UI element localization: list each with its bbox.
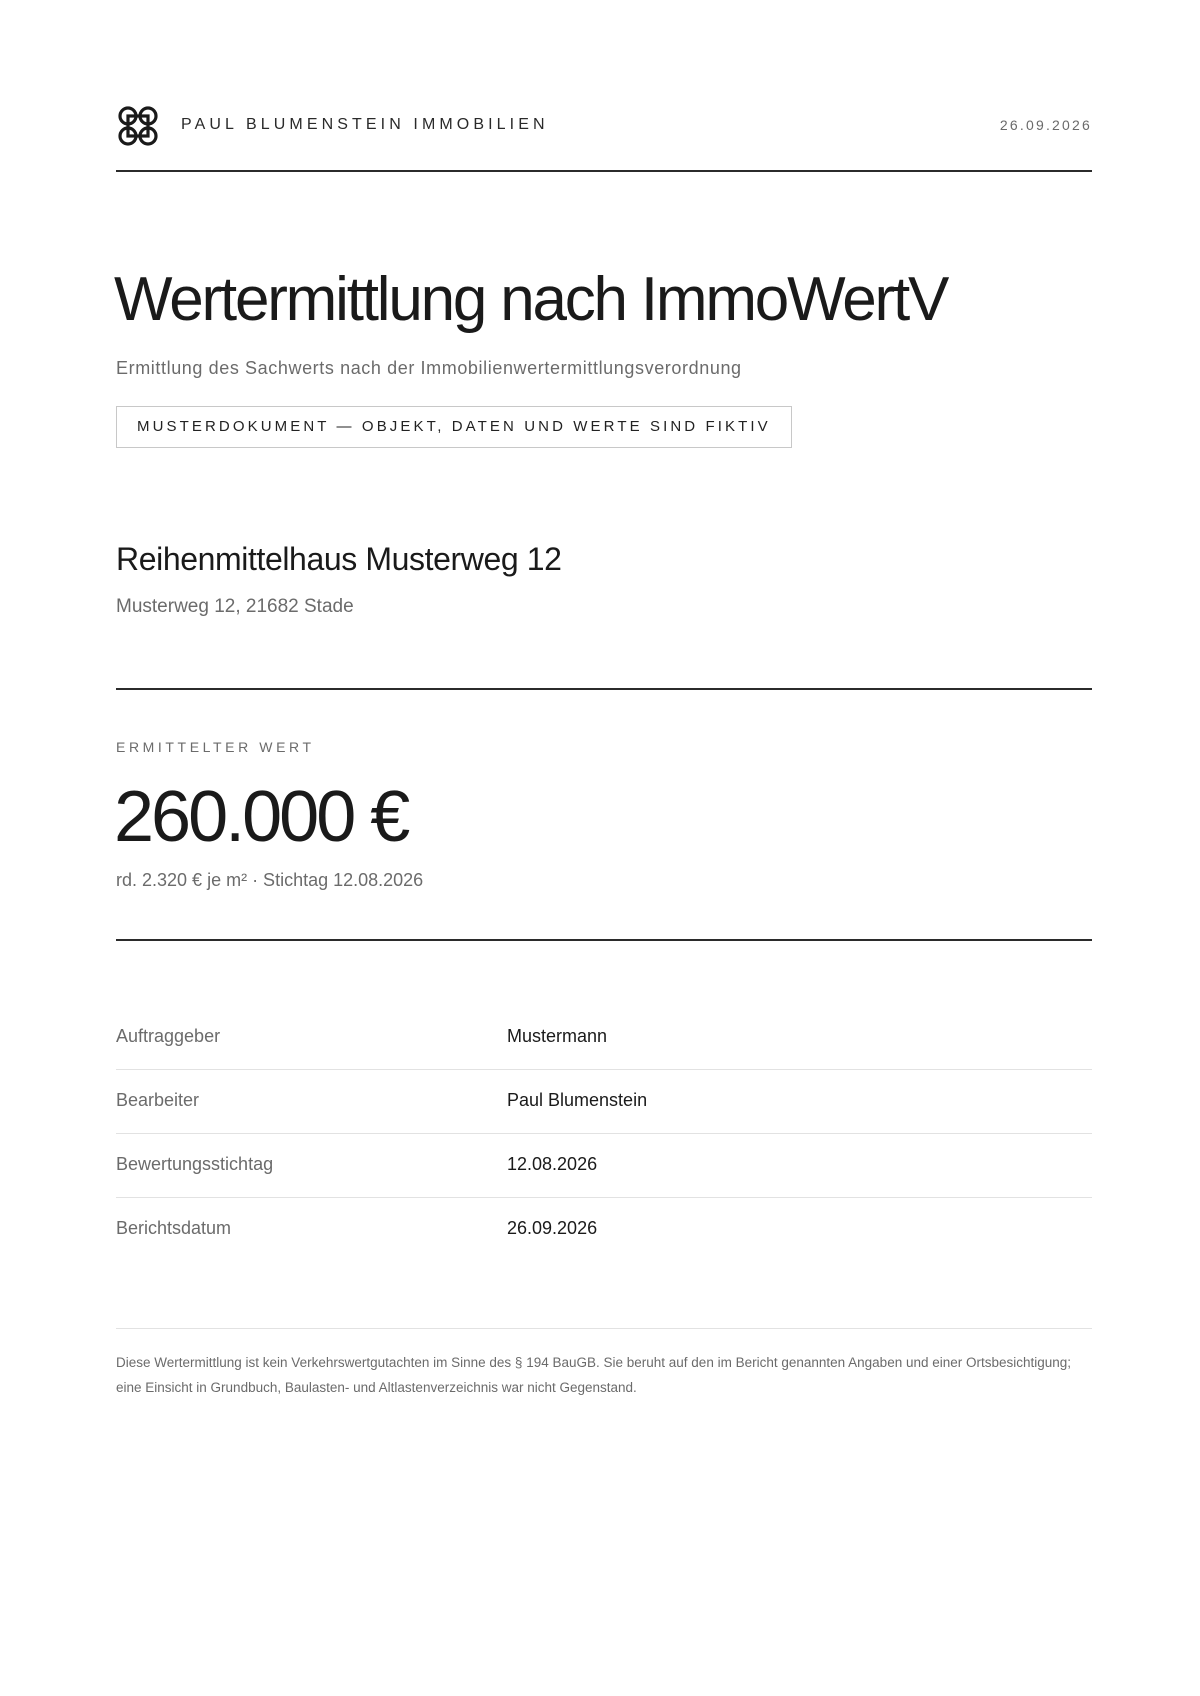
value-section-bottom-divider xyxy=(116,939,1092,941)
detail-label-valuation-date: Bewertungsstichtag xyxy=(116,1154,274,1174)
detail-label-report-date: Berichtsdatum xyxy=(116,1218,232,1238)
value-section-top-divider xyxy=(116,688,1092,690)
property-name: Reihenmittelhaus Musterweg 12 xyxy=(116,541,562,577)
letterhead xyxy=(116,102,1092,150)
quatrefoil-knot-logo-icon xyxy=(116,104,160,148)
value-amount: 260.000 € xyxy=(114,777,408,857)
legal-footnote: Diese Wertermittlung ist kein Verkehrswertgutachten im Sinne des § 194 BauGB. Sie beruht auf den im Bericht genannten Angaben und einer Ortsbesichtigung; eine Einsicht in Grundbuch, Baulasten- und Altlastenverzeichnis war nicht Gegenstand. xyxy=(116,1355,1072,1395)
header-divider xyxy=(116,170,1092,172)
property-address: Musterweg 12, 21682 Stade xyxy=(116,596,354,617)
detail-value-client: Mustermann xyxy=(507,1026,608,1046)
sample-document-badge: MUSTERDOKUMENT — OBJEKT, DATEN UND WERTE SIND FIKTIV xyxy=(116,406,792,448)
detail-label-editor: Bearbeiter xyxy=(116,1090,200,1110)
table-row xyxy=(116,1070,1092,1134)
details-table xyxy=(116,1006,1092,1261)
detail-value-report-date: 26.09.2026 xyxy=(507,1218,598,1238)
footnote-divider xyxy=(116,1328,1092,1329)
table-row xyxy=(116,1198,1092,1261)
table-row xyxy=(116,1006,1092,1070)
company-name: PAUL BLUMENSTEIN IMMOBILIEN xyxy=(181,116,549,133)
detail-value-valuation-date: 12.08.2026 xyxy=(507,1154,598,1174)
report-page xyxy=(116,0,1092,1696)
value-label: ERMITTELTER WERT xyxy=(116,739,315,755)
document-date: 26.09.2026 xyxy=(999,117,1092,133)
value-note: rd. 2.320 € je m² · Stichtag 12.08.2026 xyxy=(116,870,424,890)
detail-value-editor: Paul Blumenstein xyxy=(507,1090,648,1110)
page-title: Wertermittlung nach ImmoWertV xyxy=(114,265,948,334)
table-row xyxy=(116,1134,1092,1198)
detail-label-client: Auftraggeber xyxy=(116,1026,221,1046)
page-subtitle: Ermittlung des Sachwerts nach der Immobilienwertermittlungsverordnung xyxy=(116,358,742,378)
